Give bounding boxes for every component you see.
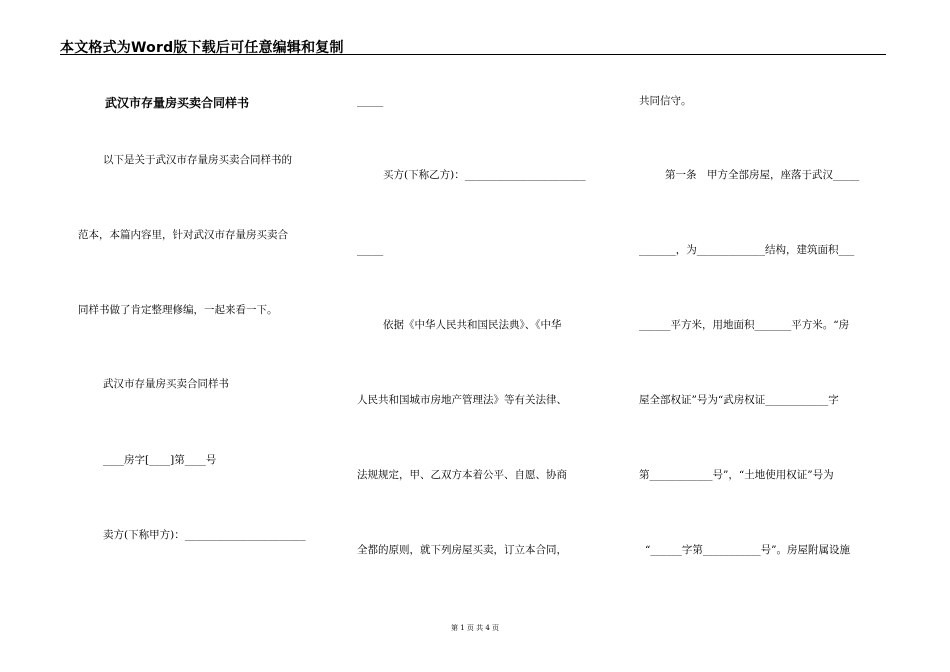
paragraph-line: 范本，本篇内容里，针对武汉市存量房买卖合 — [78, 229, 288, 241]
paragraph-line: 共同信守。 — [639, 95, 692, 107]
paragraph-line: _______，为_____________结构，建筑面积___ — [639, 244, 855, 256]
paragraph-line: _____ — [357, 95, 384, 107]
buyer-field: 买方(下称乙方)：_______________________ — [383, 169, 586, 181]
paragraph-line: 人民共和国城市房地产管理法》等有关法律、 — [357, 394, 567, 406]
paragraph-line: 依据《中华人民共和国民法典》、《中华 — [383, 319, 562, 331]
page-header-title: 本文格式为Word版下载后可任意编辑和复制 — [60, 40, 344, 56]
contract-heading: 武汉市存量房买卖合同样书 — [103, 378, 229, 390]
paragraph-line: 同样书做了肯定整理修编，一起来看一下。 — [78, 304, 278, 316]
paragraph-line: ______平方米，用地面积_______平方米。“房 — [639, 319, 850, 331]
article-one-line: 第一条 甲方全部房屋，座落于武汉_____ — [665, 169, 860, 181]
paragraph-line: _____ — [357, 244, 384, 256]
contract-number: ____房字[____]第____号 — [103, 454, 217, 466]
header-divider — [60, 54, 886, 55]
paragraph-line: 屋全部权证”号为“武房权证____________字 — [639, 394, 839, 406]
paragraph-line: “______字第___________号”。房屋附属设施 — [645, 544, 850, 556]
seller-field: 卖方(下称甲方)：_______________________ — [103, 529, 306, 541]
paragraph-line: 全都的原则，就下列房屋买卖，订立本合同， — [357, 544, 567, 556]
paragraph-line: 以下是关于武汉市存量房买卖合同样书的 — [103, 154, 292, 166]
paragraph-line: 法规规定，甲、乙双方本着公平、自愿、协商 — [357, 469, 567, 481]
paragraph-line: 第____________号”，“土地使用权证”号为 — [639, 469, 834, 481]
page-number-footer: 第 1 页 共 4 页 — [450, 624, 500, 632]
document-title: 武汉市存量房买卖合同样书 — [105, 96, 250, 110]
